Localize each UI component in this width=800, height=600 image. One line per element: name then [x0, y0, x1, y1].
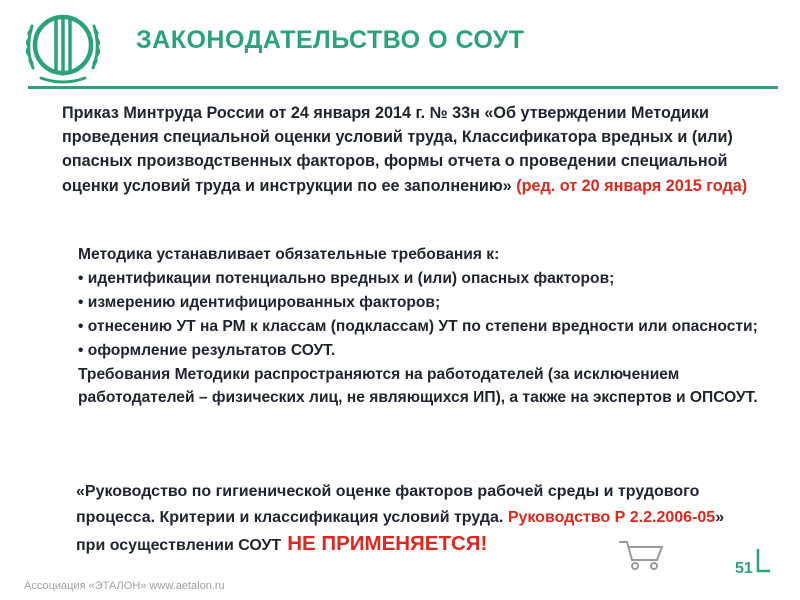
list-item: • идентификации потенциально вредных и (или) опасных факторов; — [78, 269, 615, 287]
list-item: • измерению идентифицированных факторов; — [78, 293, 441, 311]
laurel-logo-icon — [21, 8, 105, 84]
shopping-cart-icon — [617, 538, 667, 572]
order-paragraph — [62, 101, 780, 198]
list-item: • оформление результатов СОУТ. — [78, 341, 336, 359]
order-text: Приказ Минтруда России от 24 января 2014 г. № 33н «Об утверждении Методики проведения специальной оценки условий труда, Классификатора вредных и (или) опасных производственных факторов, формы отчета о проведении специальной оценки условий труда и инструкции по ее заполнению» — [62, 104, 733, 195]
not-applied-warning: НЕ ПРИМЕНЯЕТСЯ! — [287, 532, 488, 555]
guide-tail: » при осуществлении СОУТ — [76, 509, 725, 554]
guide-text: «Руководство по гигиенической оценке факторов рабочей среды и трудового процесса. Критерии и классификация условий труда. — [76, 483, 700, 526]
methodology-intro: Методика устанавливает обязательные требования к: — [78, 246, 500, 263]
footer-text: Ассоциация «ЭТАЛОН» www.aetalon.ru — [24, 580, 225, 592]
order-edition: (ред. от 20 января 2015 года) — [516, 176, 748, 195]
methodology-scope: Требования Методики распространяются на работодателей (за исключением работодателей – физических лиц, не являющихся ИП), а также на экспертов и ОПСОУТ. — [78, 365, 758, 407]
methodology-block — [78, 243, 778, 410]
slide-number: 51 — [735, 560, 753, 577]
list-item: • отнесению УТ на РМ к классам (подклассам) УТ по степени вредности или опасности; — [78, 317, 758, 335]
title-divider — [28, 86, 778, 89]
page-title: ЗАКОНОДАТЕЛЬСТВО О СОУТ — [136, 26, 525, 54]
guide-code: Руководство Р 2.2.2006-05 — [507, 509, 716, 526]
